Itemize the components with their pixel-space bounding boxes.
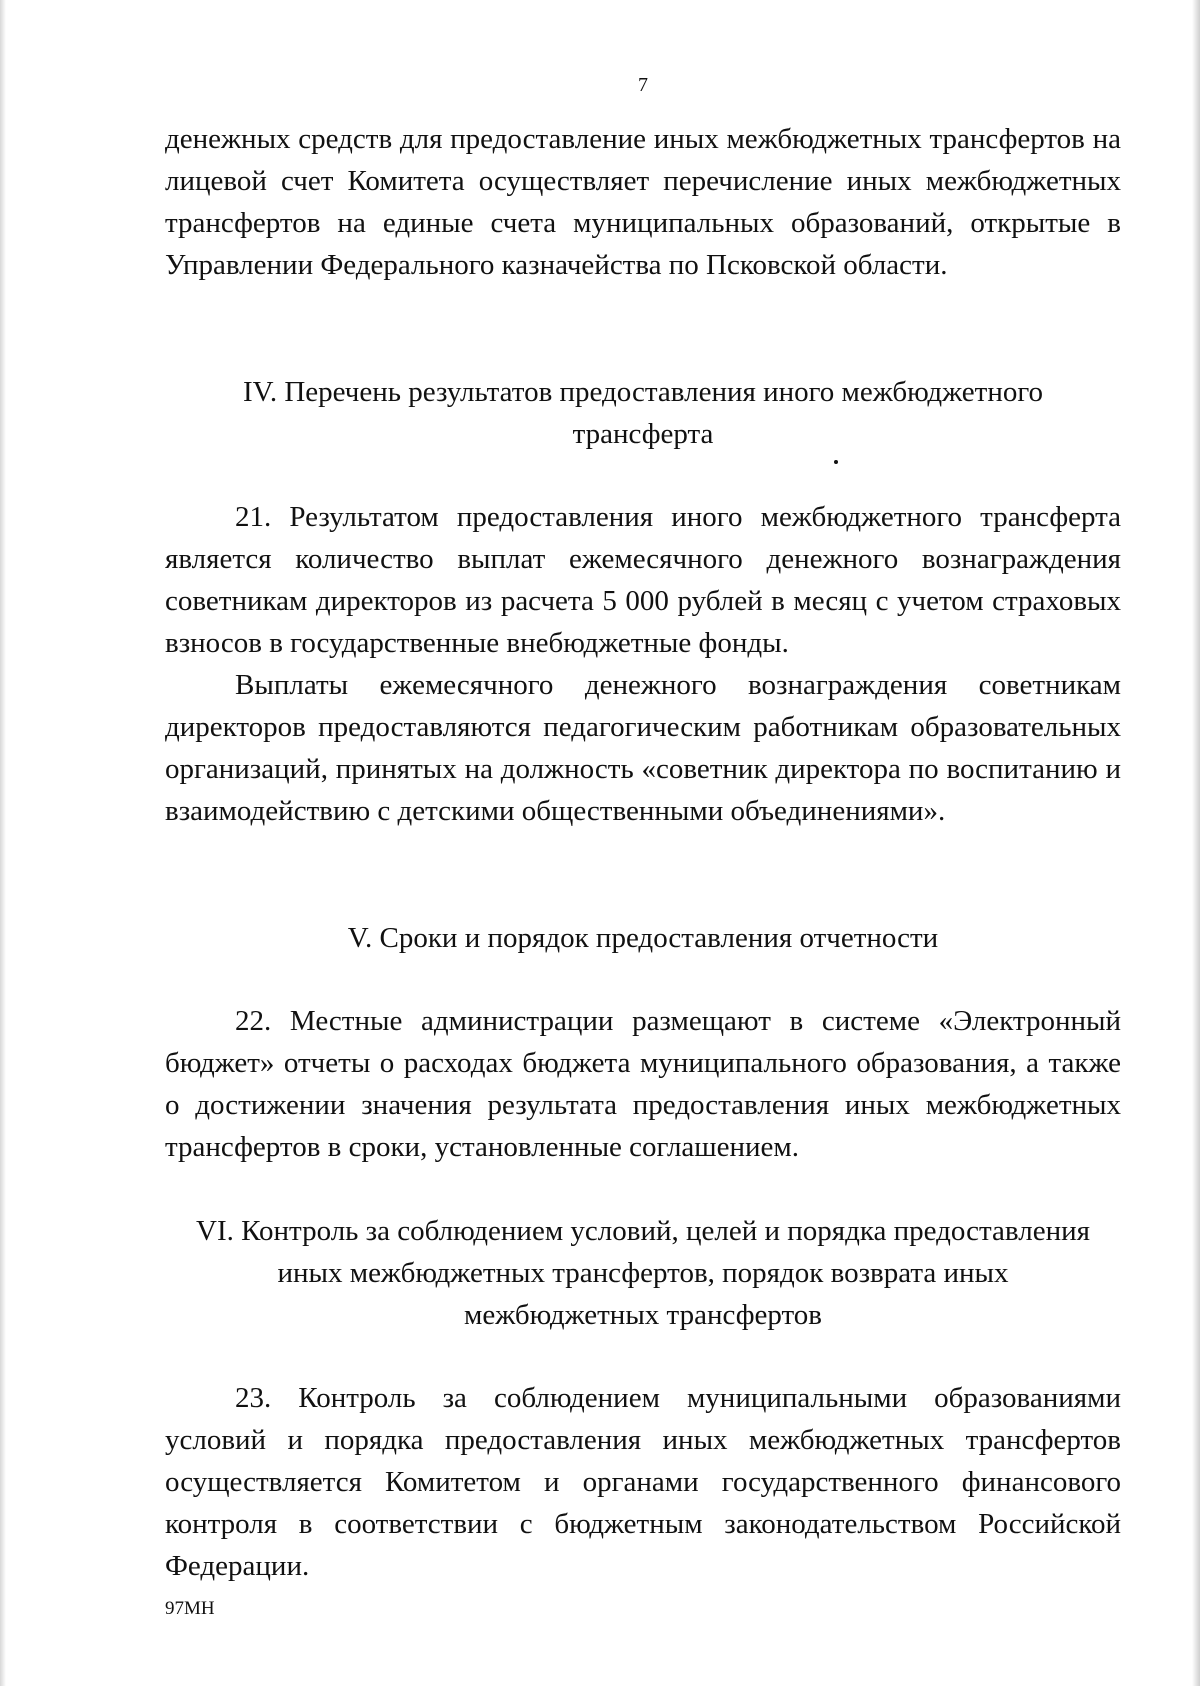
scan-edge-left [0,0,6,1686]
document-code: 97МН [165,1598,215,1619]
section-4-heading-line2: трансферта [572,418,714,450]
paragraph-21: 21. Результатом предоставления иного межбюджетного трансферта является количество выплат ежемесячного денежного вознаграждения советникам директоров из расчета 5 000 рублей в месяц с учетом страховых взносов в государственные внебюджетные фонды. [165,501,1121,659]
section-5-heading: V. Сроки и порядок предоставления отчетности [347,922,939,954]
section-4-heading-line1: IV. Перечень результатов предоставления иного межбюджетного [242,376,1044,408]
section-6-heading-line2: иных межбюджетных трансфертов, порядок возврата иных [277,1257,1009,1289]
page-number: 7 [638,74,648,96]
paragraph-21-payments: Выплаты ежемесячного денежного вознаграждения советникам директоров предоставляются педагогическим работникам образовательных организаций, принятых на должность «советник директора по воспитанию и взаимодействию с детскими общественными объединениями». [165,669,1121,827]
scan-edge-right [1192,0,1200,1686]
paragraph-22: 22. Местные администрации размещают в системе «Электронный бюджет» отчеты о расходах бюджета муниципального образования, а также о достижении значения результата предоставления иных межбюджетных трансфертов в сроки, установленные соглашением. [165,1005,1121,1163]
section-6-heading-line1: VI. Контроль за соблюдением условий, целей и порядка предоставления [196,1215,1090,1247]
section-4-heading [165,371,1121,455]
section-6-heading [165,1210,1121,1336]
stray-dot [834,460,838,464]
section-6-heading-line3: межбюджетных трансфертов [464,1299,822,1331]
paragraph-23: 23. Контроль за соблюдением муниципальными образованиями условий и порядка предоставления иных межбюджетных трансфертов осуществляется Комитетом и органами государственного финансового контроля в соответствии с бюджетным законодательством Российской Федерации. [165,1382,1121,1582]
paragraph-continuation: денежных средств для предоставление иных межбюджетных трансфертов на лицевой счет Комитета осуществляет перечисление иных межбюджетных трансфертов на единые счета муниципальных образований, открытые в Управлении Федерального казначейства по Псковской области. [165,123,1121,281]
